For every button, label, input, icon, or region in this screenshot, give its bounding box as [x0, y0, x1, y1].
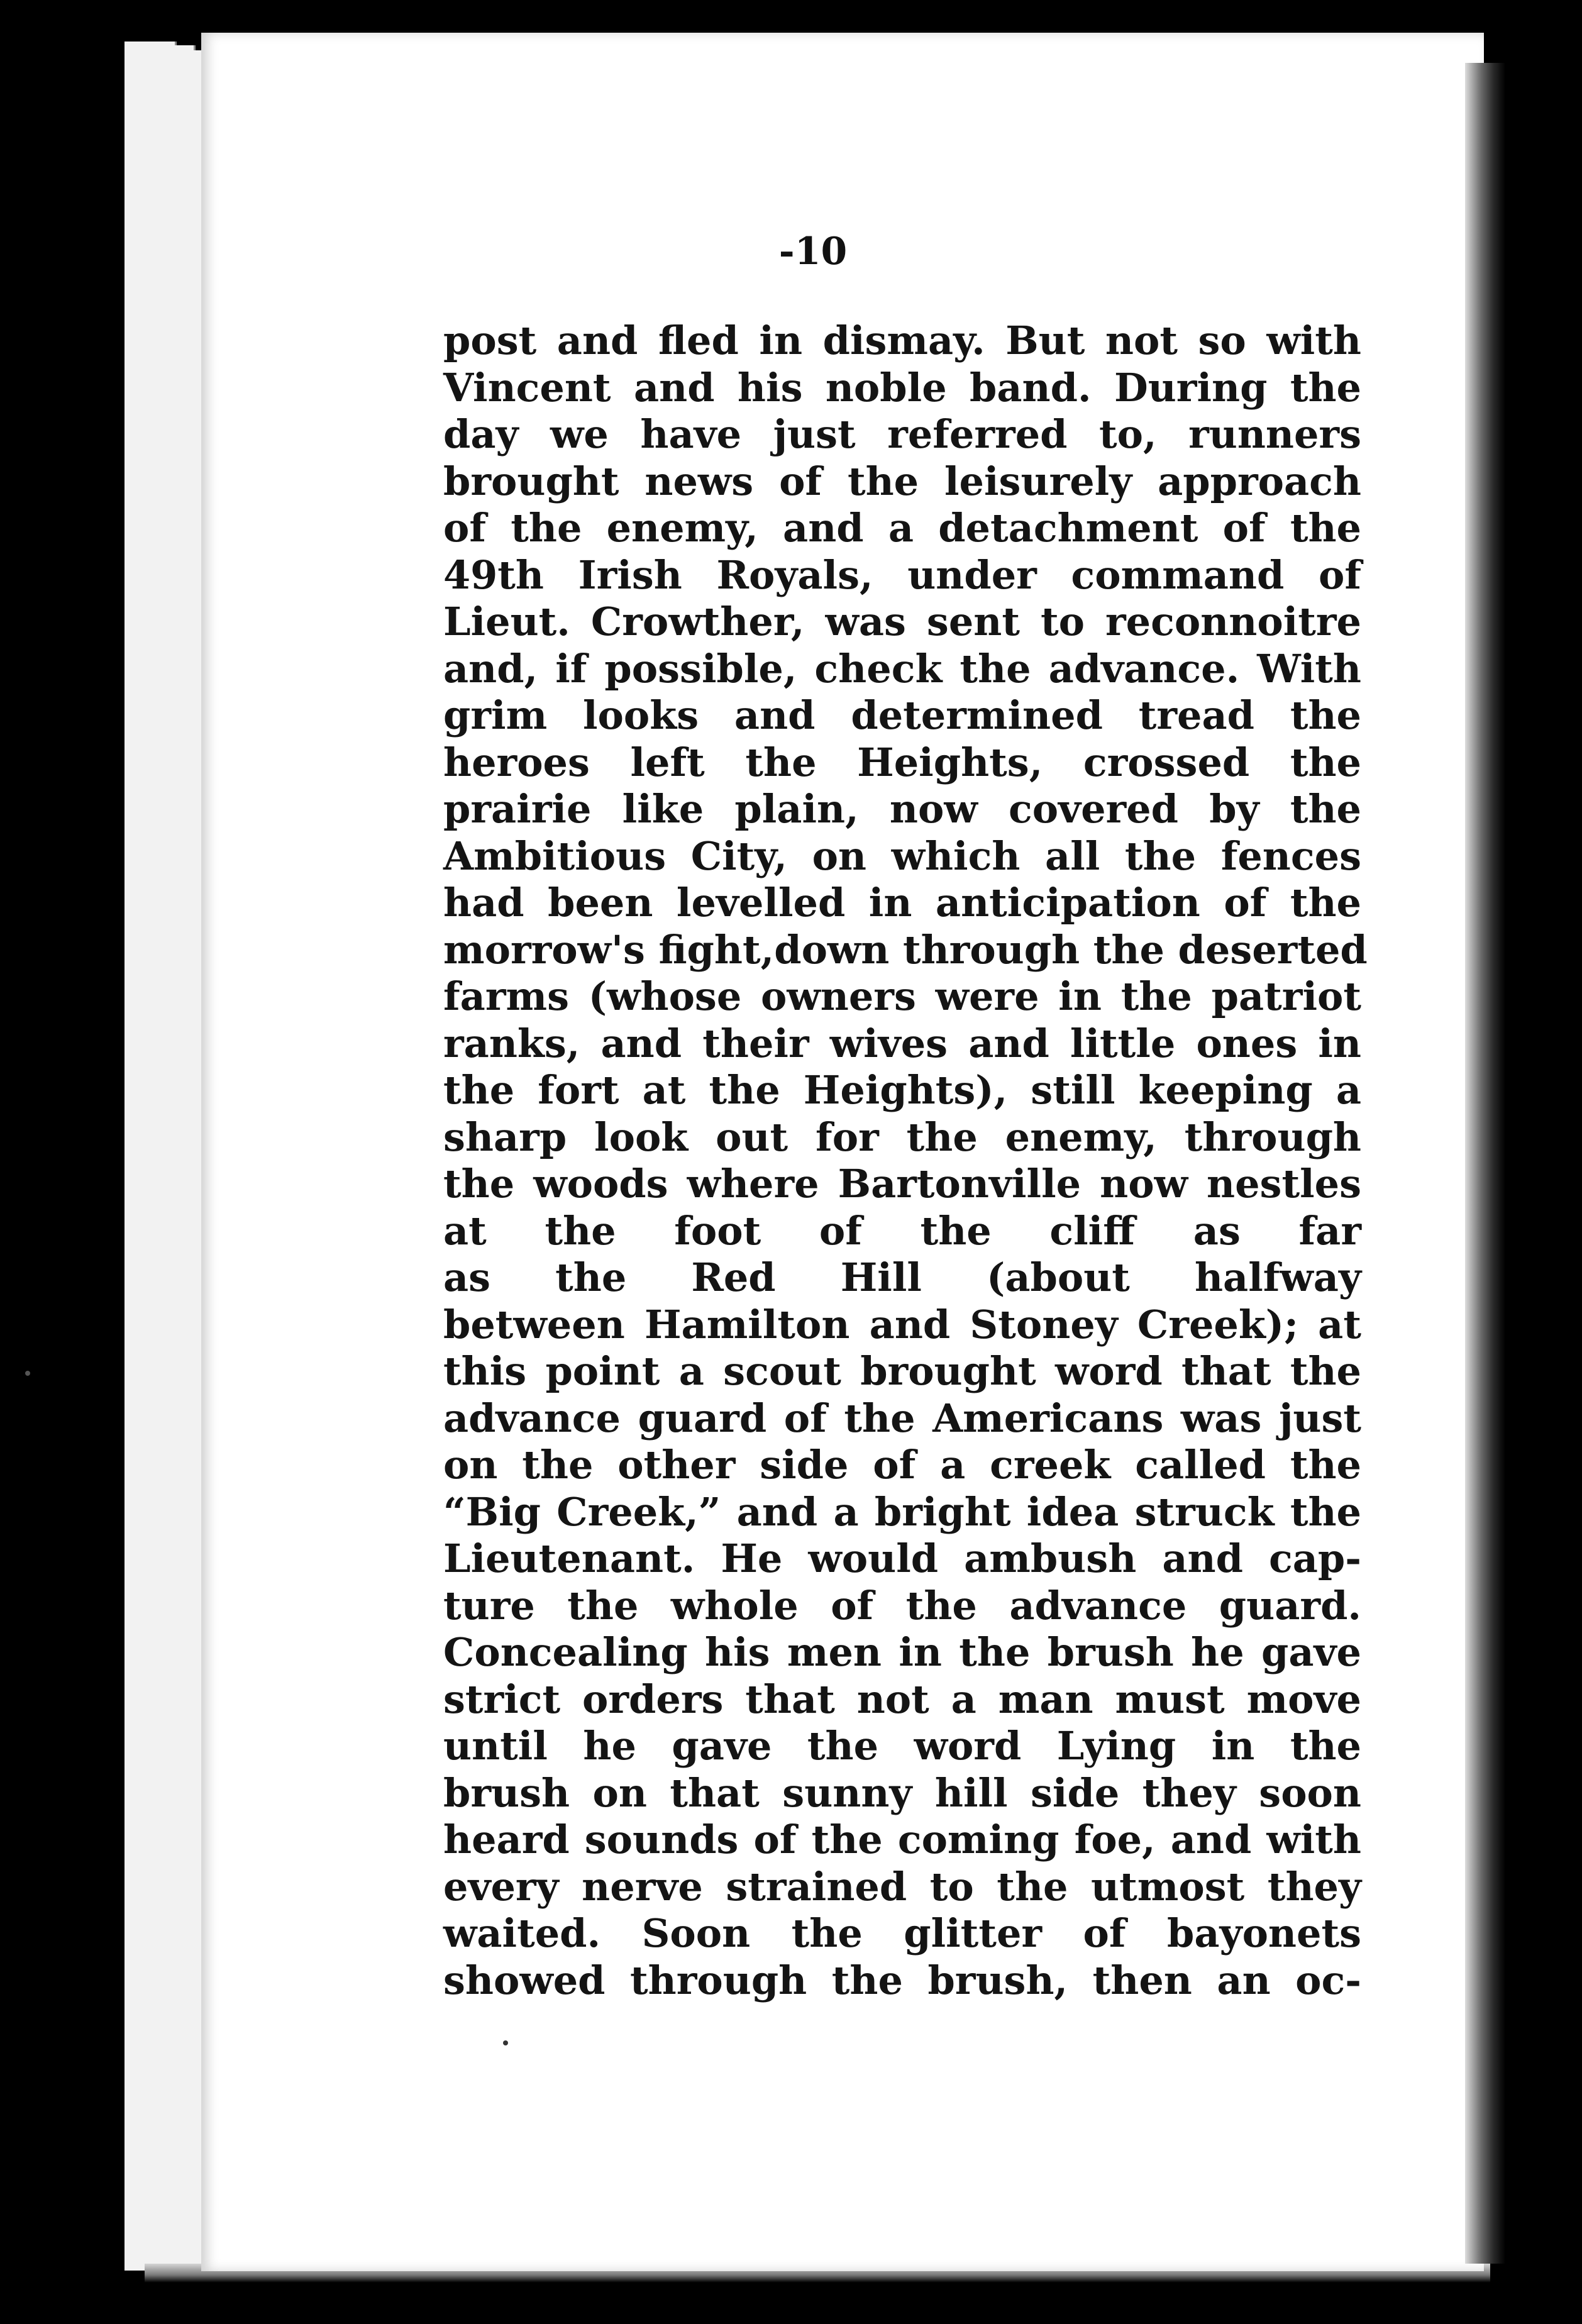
text-line: at the foot of the cliff as far: [443, 1207, 1361, 1254]
text-line: Ambitious City, on which all the fences: [443, 833, 1361, 879]
text-line: brought news of the leisurely approach: [443, 458, 1361, 504]
text-line: ranks, and their wives and little ones in: [443, 1020, 1361, 1066]
text-line: this point a scout brought word that the: [443, 1348, 1361, 1394]
text-line: Lieutenant. He would ambush and cap-: [443, 1536, 1361, 1581]
ink-speck: [503, 2040, 508, 2045]
text-line: prairie like plain, now covered by the: [443, 786, 1361, 832]
text-line: ture the whole of the advance guard.: [443, 1582, 1361, 1629]
text-line: grim looks and determined tread the: [443, 692, 1361, 738]
text-line: sharp look out for the enemy, through: [443, 1114, 1361, 1160]
text-line: “Big Creek,” and a bright idea struck the: [443, 1488, 1361, 1535]
text-line: post and fled in dismay. But not so with: [443, 318, 1361, 363]
text-line: 49th Irish Royals, under command of: [443, 551, 1361, 598]
text-line: advance guard of the Americans was just: [443, 1395, 1361, 1441]
text-line: of the enemy, and a detachment of the: [443, 505, 1361, 551]
body-text: [443, 318, 1368, 2004]
text-line: heroes left the Heights, crossed the: [443, 739, 1361, 785]
text-line: as the Red Hill (about halfway: [443, 1254, 1361, 1300]
text-line: Concealing his men in the brush he gave: [443, 1629, 1361, 1675]
text-line: between Hamilton and Stoney Creek); at: [443, 1301, 1361, 1347]
text-line: waited. Soon the glitter of bayonets: [443, 1910, 1361, 1956]
text-line: had been levelled in anticipation of the: [443, 880, 1361, 926]
page-number: -10: [778, 230, 848, 274]
text-line: showed through the brush, then an oc-: [443, 1957, 1361, 2003]
text-line: on the other side of a creek called the: [443, 1442, 1361, 1488]
text-line: Vincent and his noble band. During the: [443, 364, 1361, 411]
text-line: the woods where Bartonville now nestles: [443, 1161, 1361, 1207]
book-spine: [1465, 63, 1505, 2264]
text-line: the fort at the Heights), still keeping a: [443, 1067, 1361, 1113]
text-line: brush on that sunny hill side they soon: [443, 1769, 1361, 1816]
text-line: day we have just referred to, runners: [443, 411, 1361, 457]
text-line: and, if possible, check the advance. With: [443, 645, 1361, 692]
text-line: until he gave the word Lying in the: [443, 1723, 1361, 1769]
text-line: Lieut. Crowther, was sent to reconnoitre: [443, 599, 1361, 645]
text-line: heard sounds of the coming foe, and with: [443, 1817, 1361, 1862]
text-line: strict orders that not a man must move: [443, 1676, 1361, 1722]
text-line: every nerve strained to the utmost they: [443, 1863, 1361, 1910]
text-line: morrow's fight,down through the deserted: [443, 926, 1368, 973]
ink-speck: [25, 1371, 30, 1376]
text-line: farms (whose owners were in the patriot: [443, 973, 1361, 1019]
